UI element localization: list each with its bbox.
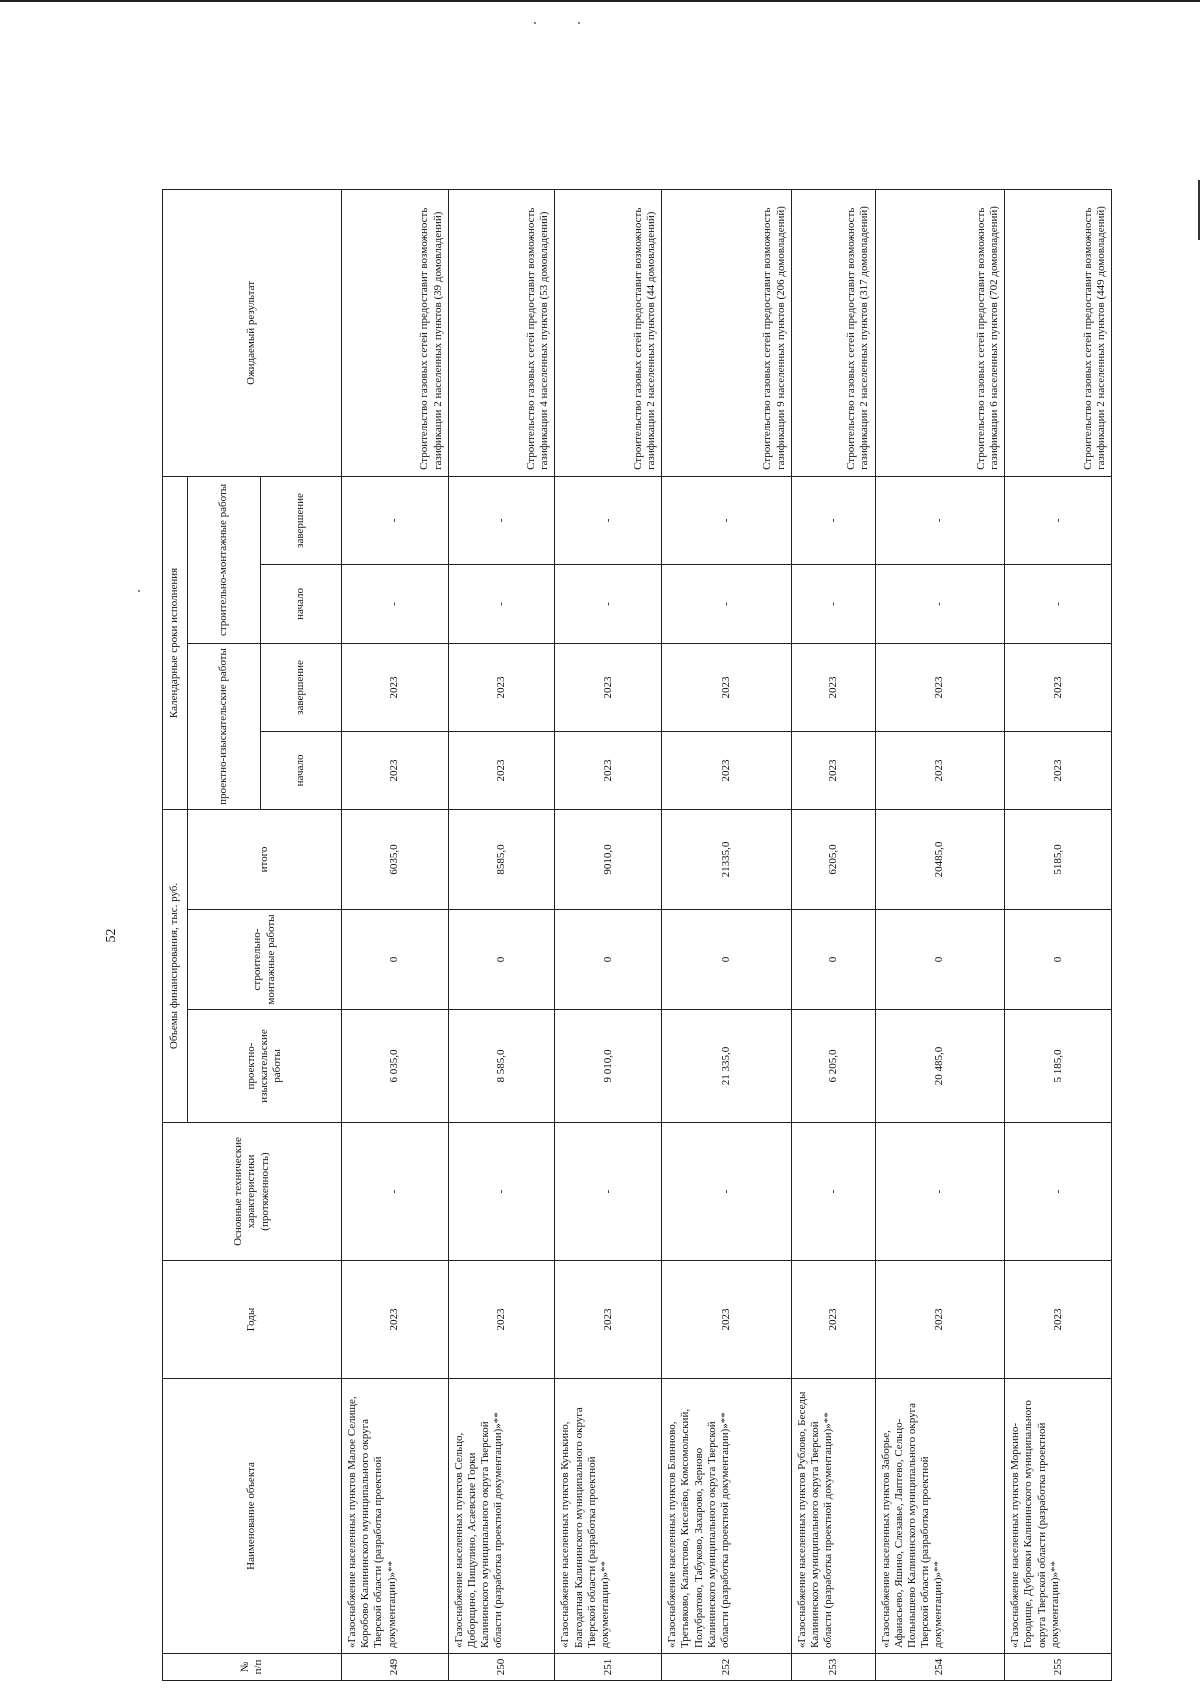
cell-tech: -	[342, 1123, 449, 1261]
cell-years: 2023	[662, 1261, 792, 1379]
cell-constr-start: -	[555, 564, 662, 643]
cell-design: 8 585,0	[448, 1010, 555, 1123]
cell-years: 2023	[555, 1261, 662, 1379]
cell-total: 6205,0	[791, 809, 875, 909]
page-number: 52	[104, 928, 119, 943]
header-finance-group: Объемы финансирования, тыс. руб.	[163, 809, 188, 1122]
cell-years: 2023	[342, 1261, 449, 1379]
cell-total: 6035,0	[342, 809, 449, 909]
cell-constr-end: -	[662, 476, 792, 564]
header-construction-works: строительно-монтажные работы	[188, 910, 342, 1010]
header-constr-start: начало	[261, 564, 342, 643]
header-cal-design: проектно-изыскательские работы	[188, 643, 261, 809]
cell-num: 252	[662, 1654, 792, 1681]
cell-num: 250	[448, 1654, 555, 1681]
cell-design-start: 2023	[875, 731, 1005, 809]
cell-num: 251	[555, 1654, 662, 1681]
cell-design: 5 185,0	[1005, 1010, 1112, 1123]
cell-total: 20485,0	[875, 809, 1005, 909]
gasification-table	[162, 189, 1112, 1681]
table-row	[875, 189, 1005, 1680]
cell-result: Строительство газовых сетей предоставит возможность газификации 4 населенных пунктов (53 домовладений)	[448, 189, 555, 476]
cell-years: 2023	[448, 1261, 555, 1379]
rotated-page	[104, 190, 1112, 1681]
cell-num: 253	[791, 1654, 875, 1681]
cell-name: «Газоснабжение населенных пунктов Сельцо, Доборщино, Пищулино, Асаевские Горки Калининского муниципального округа Тверской области (разработка проектной документации)»**	[448, 1379, 555, 1654]
cell-num: 255	[1005, 1654, 1112, 1681]
cell-constr-start: -	[342, 564, 449, 643]
cell-design-start: 2023	[555, 731, 662, 809]
cell-tech: -	[1005, 1123, 1112, 1261]
cell-constr-end: -	[448, 476, 555, 564]
cell-total: 9010,0	[555, 809, 662, 909]
cell-design-start: 2023	[448, 731, 555, 809]
cell-result: Строительство газовых сетей предоставит возможность газификации 2 населенных пунктов (39 домовладений)	[342, 189, 449, 476]
header-result: Ожидаемый результат	[163, 189, 342, 476]
cell-total: 5185,0	[1005, 809, 1112, 909]
scan-speck	[578, 22, 580, 24]
table-row	[555, 189, 662, 1680]
cell-construction: 0	[555, 910, 662, 1010]
cell-tech: -	[448, 1123, 555, 1261]
cell-total: 8585,0	[448, 809, 555, 909]
cell-design-end: 2023	[555, 643, 662, 731]
header-design-works: проектно-изыскательские работы	[188, 1010, 342, 1123]
cell-design: 9 010,0	[555, 1010, 662, 1123]
cell-constr-end: -	[875, 476, 1005, 564]
cell-construction: 0	[1005, 910, 1112, 1010]
cell-design-start: 2023	[342, 731, 449, 809]
cell-constr-end: -	[791, 476, 875, 564]
cell-name: «Газоснабжение населенных пунктов Рублово, Беседы Калининского муниципального округа Тверской области (разработка проектной документации)»**	[791, 1379, 875, 1654]
cell-construction: 0	[448, 910, 555, 1010]
cell-years: 2023	[791, 1261, 875, 1379]
header-calendar-group: Календарные сроки исполнения	[163, 476, 188, 809]
cell-constr-end: -	[555, 476, 662, 564]
table-row	[448, 189, 555, 1680]
cell-constr-start: -	[791, 564, 875, 643]
table-row	[1005, 189, 1112, 1680]
cell-num: 254	[875, 1654, 1005, 1681]
cell-result: Строительство газовых сетей предоставит возможность газификации 2 населенных пунктов (44 домовладений)	[555, 189, 662, 476]
cell-constr-start: -	[662, 564, 792, 643]
scan-top-border	[0, 0, 1200, 2]
cell-result: Строительство газовых сетей предоставит возможность газификации 2 населенных пунктов (317 домовладений)	[791, 189, 875, 476]
cell-name: «Газоснабжение населенных пунктов Блинново, Третьяково, Калистово, Киселёво, Комсомольский, Полубратово, Табуково, Захарово, Зерново Калининского муниципального округа Тверской области (разработка проектной документации)»**	[662, 1379, 792, 1654]
cell-tech: -	[662, 1123, 792, 1261]
cell-constr-start: -	[1005, 564, 1112, 643]
cell-tech: -	[791, 1123, 875, 1261]
cell-construction: 0	[791, 910, 875, 1010]
cell-tech: -	[555, 1123, 662, 1261]
header-name: Наименование объекта	[163, 1379, 342, 1654]
cell-design-end: 2023	[875, 643, 1005, 731]
cell-constr-end: -	[342, 476, 449, 564]
cell-years: 2023	[1005, 1261, 1112, 1379]
cell-design: 20 485,0	[875, 1010, 1005, 1123]
cell-result: Строительство газовых сетей предоставит возможность газификации 2 населенных пунктов (449 домовладений)	[1005, 189, 1112, 476]
cell-result: Строительство газовых сетей предоставит возможность газификации 9 населенных пунктов (206 домовладений)	[662, 189, 792, 476]
cell-constr-start: -	[448, 564, 555, 643]
header-design-end: завершение	[261, 643, 342, 731]
cell-design-end: 2023	[662, 643, 792, 731]
header-cal-construction: строительно-монтажные работы	[188, 476, 261, 643]
header-number: № п/п	[163, 1654, 342, 1681]
cell-design-end: 2023	[1005, 643, 1112, 731]
table-row	[342, 189, 449, 1680]
cell-name: «Газоснабжение населенных пунктов Заборье, Афанасьево, Яшино, Слезавье, Лаптево, Сельцо-Польнышево Калининского муниципального округа Тверской области (разработка проектной документации)»**	[875, 1379, 1005, 1654]
cell-name: «Газоснабжение населенных пунктов Кунькино, Благодатная Калининского муниципального округа Тверской области (разработка проектной документации)»**	[555, 1379, 662, 1654]
cell-years: 2023	[875, 1261, 1005, 1379]
cell-name: «Газоснабжение населенных пунктов Моркино-Городище, Дубровки Калининского муниципального округа Тверской области (разработка проектной документации)»**	[1005, 1379, 1112, 1654]
cell-result: Строительство газовых сетей предоставит возможность газификации 6 населенных пунктов (702 домовладений)	[875, 189, 1005, 476]
cell-design-end: 2023	[791, 643, 875, 731]
header-total: итого	[188, 809, 342, 909]
cell-design-start: 2023	[662, 731, 792, 809]
table-row	[662, 189, 792, 1680]
cell-construction: 0	[875, 910, 1005, 1010]
cell-design-start: 2023	[791, 731, 875, 809]
cell-construction: 0	[342, 910, 449, 1010]
cell-design-end: 2023	[448, 643, 555, 731]
cell-design-start: 2023	[1005, 731, 1112, 809]
cell-design-end: 2023	[342, 643, 449, 731]
cell-design: 21 335,0	[662, 1010, 792, 1123]
cell-num: 249	[342, 1654, 449, 1681]
cell-name: «Газоснабжение населенных пунктов Малое Селище, Коробово Калининского муниципального округа Тверской области (разработка проектной документации)»**	[342, 1379, 449, 1654]
cell-constr-end: -	[1005, 476, 1112, 564]
scan-speck	[534, 22, 536, 24]
cell-construction: 0	[662, 910, 792, 1010]
table-row	[791, 189, 875, 1680]
cell-design: 6 205,0	[791, 1010, 875, 1123]
header-design-start: начало	[261, 731, 342, 809]
cell-total: 21335,0	[662, 809, 792, 909]
cell-design: 6 035,0	[342, 1010, 449, 1123]
scan-speck	[138, 590, 140, 592]
cell-tech: -	[875, 1123, 1005, 1261]
header-tech: Основные технические характеристики (протяженность)	[163, 1123, 342, 1261]
header-constr-end: завершение	[261, 476, 342, 564]
header-years: Годы	[163, 1261, 342, 1379]
cell-constr-start: -	[875, 564, 1005, 643]
